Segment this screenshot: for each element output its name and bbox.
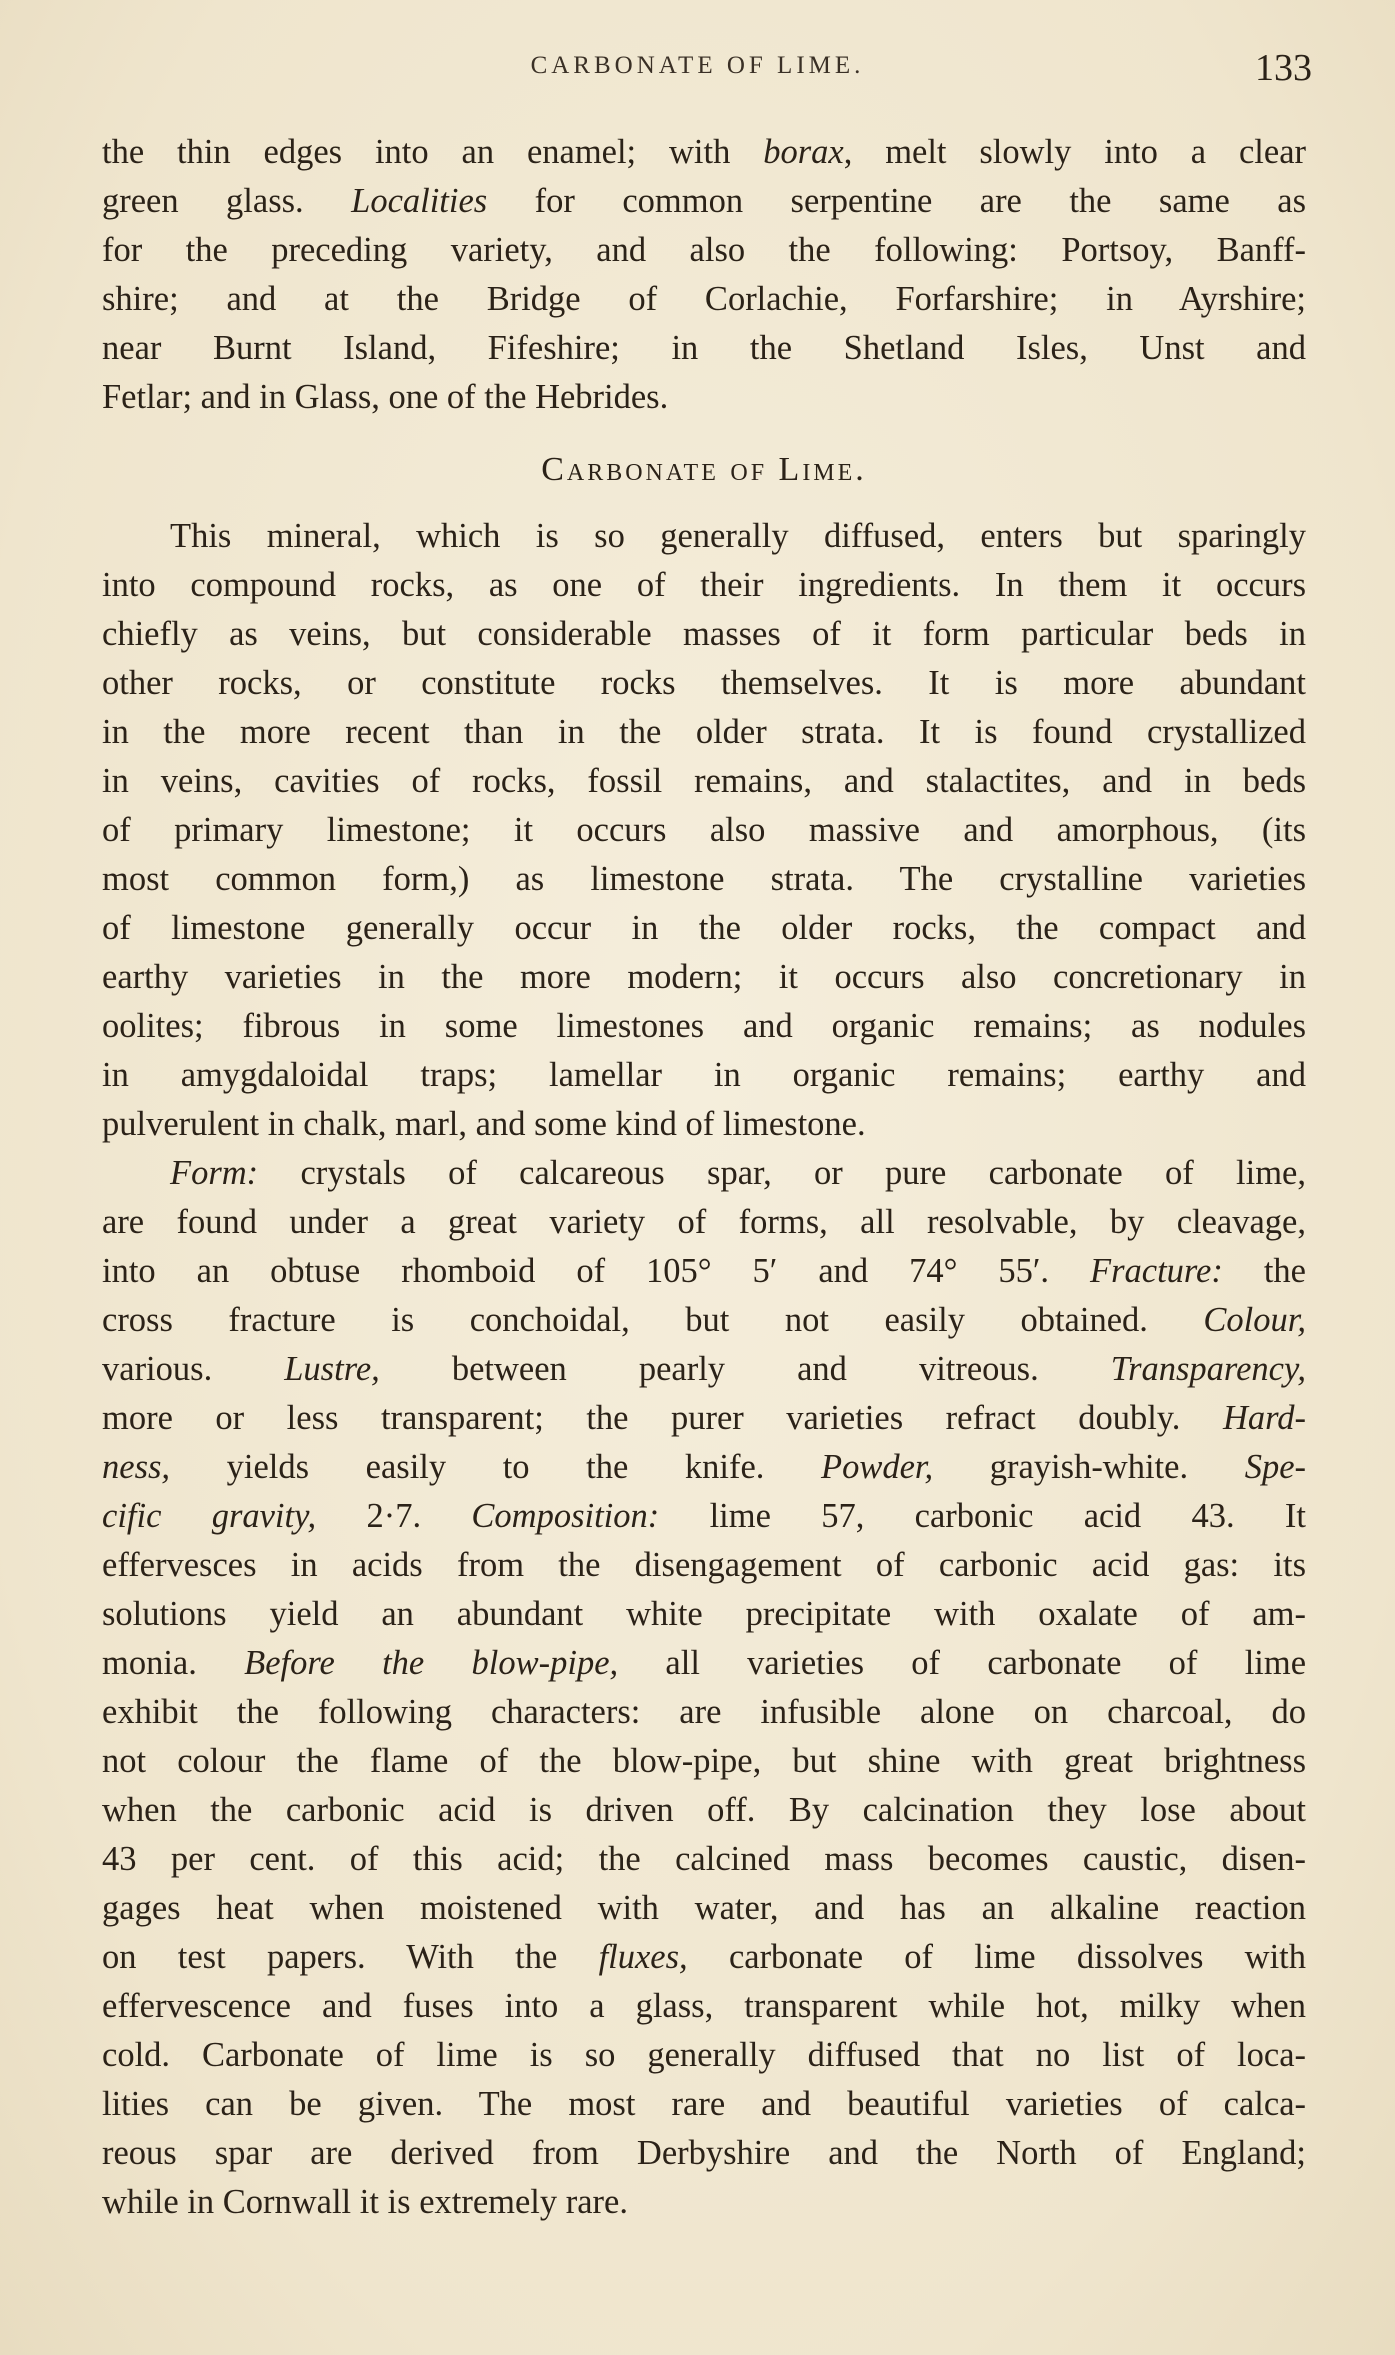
text-line: green glass. Localities for common serpentine are the same as — [102, 182, 1306, 220]
text-line: effervesces in acids from the disengagement of carbonic acid gas: its — [102, 1546, 1306, 1584]
text-line: not colour the flame of the blow-pipe, but shine with great brightness — [102, 1742, 1306, 1780]
text-line: cold. Carbonate of lime is so generally diffused that no list of loca- — [102, 2036, 1306, 2074]
paragraph-serpentine-localities — [102, 128, 1306, 422]
text-line: cross fracture is conchoidal, but not easily obtained. Colour, — [102, 1301, 1306, 1339]
body-text — [102, 128, 1306, 2227]
text-line: other rocks, or constitute rocks themselves. It is more abundant — [102, 664, 1306, 702]
text-line: in veins, cavities of rocks, fossil remains, and stalactites, and in beds — [102, 762, 1306, 800]
text-line: shire; and at the Bridge of Corlachie, Forfarshire; in Ayrshire; — [102, 280, 1306, 318]
text-line: 43 per cent. of this acid; the calcined mass becomes caustic, disen- — [102, 1840, 1306, 1878]
text-line: in amygdaloidal traps; lamellar in organic remains; earthy and — [102, 1056, 1306, 1094]
section-heading: Carbonate of Lime. — [541, 451, 867, 488]
text-line: are found under a great variety of forms, all resolvable, by cleavage, — [102, 1203, 1306, 1241]
page-number: 133 — [1255, 47, 1312, 89]
text-line: Form: crystals of calcareous spar, or pure carbonate of lime, — [170, 1154, 1306, 1192]
text-line: solutions yield an abundant white precipitate with oxalate of am- — [102, 1595, 1306, 1633]
text-line: into compound rocks, as one of their ingredients. In them it occurs — [102, 566, 1306, 604]
text-line: gages heat when moistened with water, and has an alkaline reaction — [102, 1889, 1306, 1927]
text-line: pulverulent in chalk, marl, and some kind of limestone. — [102, 1105, 866, 1143]
text-line: near Burnt Island, Fifeshire; in the Shetland Isles, Unst and — [102, 329, 1306, 367]
text-line: effervescence and fuses into a glass, transparent while hot, milky when — [102, 1987, 1306, 2025]
text-line: cific gravity, 2·7. Composition: lime 57, carbonic acid 43. It — [102, 1497, 1306, 1535]
paragraph-carbonate-properties — [102, 1149, 1306, 2227]
paragraph-carbonate-intro — [102, 512, 1306, 1149]
text-line: most common form,) as limestone strata. The crystalline varieties — [102, 860, 1306, 898]
text-line: for the preceding variety, and also the following: Portsoy, Banff- — [102, 231, 1306, 269]
text-line: various. Lustre, between pearly and vitreous. Transparency, — [102, 1350, 1306, 1388]
text-line: Fetlar; and in Glass, one of the Hebrides. — [102, 378, 669, 416]
text-line: chiefly as veins, but considerable masses of it form particular beds in — [102, 615, 1306, 653]
text-line: of limestone generally occur in the older rocks, the compact and — [102, 909, 1306, 947]
text-line: when the carbonic acid is driven off. By calcination they lose about — [102, 1791, 1306, 1829]
text-line: monia. Before the blow-pipe, all varieties of carbonate of lime — [102, 1644, 1307, 1682]
text-line: earthy varieties in the more modern; it occurs also concretionary in — [102, 958, 1306, 996]
text-line: in the more recent than in the older strata. It is found crystallized — [102, 713, 1306, 751]
running-title: CARBONATE OF LIME. — [530, 52, 865, 79]
text-line: more or less transparent; the purer varieties refract doubly. Hard- — [102, 1399, 1306, 1437]
text-line: while in Cornwall it is extremely rare. — [102, 2183, 628, 2221]
text-line: of primary limestone; it occurs also massive and amorphous, (its — [102, 811, 1306, 849]
text-line: reous spar are derived from Derbyshire and the North of England; — [102, 2134, 1306, 2172]
text-line: into an obtuse rhomboid of 105° 5′ and 74° 55′. Fracture: the — [102, 1252, 1306, 1290]
text-line: on test papers. With the fluxes, carbonate of lime dissolves with — [102, 1938, 1307, 1976]
text-line: lities can be given. The most rare and beautiful varieties of calca- — [102, 2085, 1306, 2123]
text-line: ness, yields easily to the knife. Powder, grayish-white. Spe- — [102, 1448, 1306, 1486]
text-line: the thin edges into an enamel; with borax, melt slowly into a clear — [102, 133, 1306, 171]
running-head — [0, 47, 1395, 92]
text-line: This mineral, which is so generally diffused, enters but sparingly — [170, 517, 1306, 555]
text-line: oolites; fibrous in some limestones and organic remains; as nodules — [102, 1007, 1306, 1045]
text-line: exhibit the following characters: are infusible alone on charcoal, do — [102, 1693, 1306, 1731]
